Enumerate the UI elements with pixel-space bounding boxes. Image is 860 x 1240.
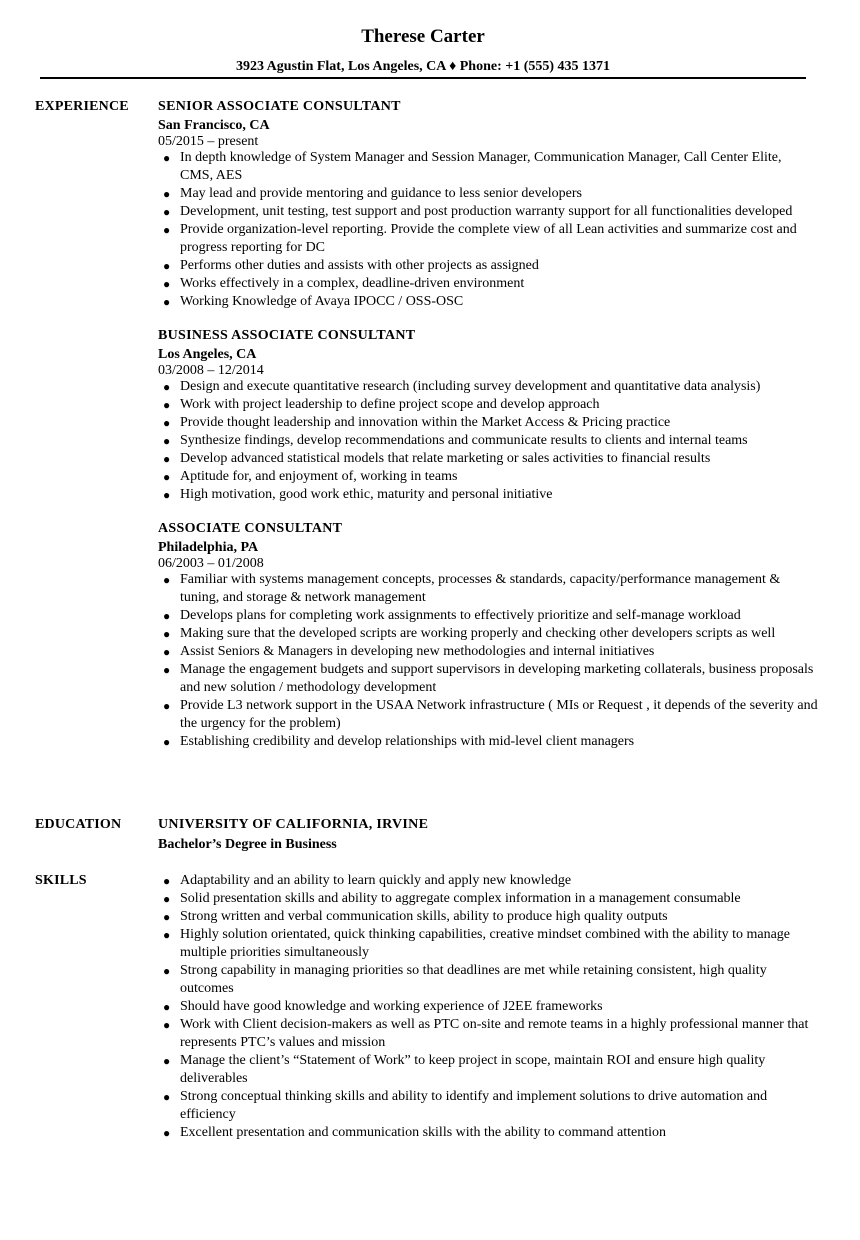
bullet-text: Manage the engagement budgets and support supervisors in developing marketing collaterals, business proposals and new solution / methodology development [180, 662, 814, 695]
bullet-icon: ● [163, 645, 171, 659]
bullet-icon: ● [163, 910, 171, 924]
job-dates: 03/2008 – 12/2014 [158, 363, 264, 378]
bullet-text: In depth knowledge of System Manager and Session Manager, Communication Manager, Call Center Elite, CMS, AES [180, 150, 782, 183]
bullet-icon: ● [163, 398, 171, 412]
skill-text: Manage the client’s “Statement of Work” to keep project in scope, maintain ROI and ensure high quality deliverables [180, 1053, 766, 1086]
job-location: Philadelphia, PA [158, 540, 259, 555]
list-item [158, 607, 818, 625]
job-entry [158, 327, 818, 504]
education-section-label: EDUCATION [35, 817, 122, 832]
job-bullets [158, 378, 818, 504]
bullet-icon: ● [163, 735, 171, 749]
skill-text: Excellent presentation and communication skills with the ability to command attention [180, 1125, 667, 1140]
list-item [158, 998, 818, 1016]
list-item [158, 396, 818, 414]
list-item [158, 571, 818, 607]
bullet-text: Assist Seniors & Managers in developing new methodologies and internal initiatives [180, 644, 655, 659]
skill-text: Should have good knowledge and working experience of J2EE frameworks [180, 999, 603, 1014]
header-divider [40, 77, 806, 79]
bullet-icon: ● [163, 380, 171, 394]
bullet-icon: ● [163, 416, 171, 430]
bullet-icon: ● [163, 609, 171, 623]
list-item [158, 378, 818, 396]
skills-section [158, 872, 818, 1142]
list-item [158, 1016, 818, 1052]
bullet-icon: ● [163, 223, 171, 237]
list-item [158, 643, 818, 661]
education-section [158, 816, 818, 854]
bullet-icon: ● [163, 627, 171, 641]
job-entry [158, 98, 818, 311]
bullet-text: May lead and provide mentoring and guidance to less senior developers [180, 186, 582, 201]
list-item [158, 661, 818, 697]
list-item [158, 872, 818, 890]
bullet-icon: ● [163, 1090, 171, 1104]
education-school: UNIVERSITY OF CALIFORNIA, IRVINE [158, 817, 429, 832]
bullet-text: Establishing credibility and develop relationships with mid-level client managers [180, 734, 635, 749]
bullet-icon: ● [163, 874, 171, 888]
skill-text: Strong capability in managing priorities so that deadlines are met while retaining consistent, high quality outcomes [180, 963, 767, 996]
bullet-icon: ● [163, 663, 171, 677]
bullet-icon: ● [163, 151, 171, 165]
list-item [158, 625, 818, 643]
list-item [158, 149, 818, 185]
bullet-icon: ● [163, 964, 171, 978]
skill-text: Highly solution orientated, quick thinking capabilities, creative mindset combined with the ability to manage multiple priorities simultaneously [180, 927, 791, 960]
bullet-icon: ● [163, 928, 171, 942]
list-item [158, 962, 818, 998]
bullet-icon: ● [163, 1018, 171, 1032]
list-item [158, 890, 818, 908]
education-degree: Bachelor’s Degree in Business [158, 837, 337, 852]
list-item [158, 221, 818, 257]
bullet-text: Develop advanced statistical models that relate marketing or sales activities to financial results [180, 451, 711, 466]
skills-list [158, 872, 818, 1142]
bullet-text: Develops plans for completing work assignments to effectively prioritize and self-manage workload [180, 608, 741, 623]
bullet-icon: ● [163, 452, 171, 466]
bullet-icon: ● [163, 699, 171, 713]
list-item [158, 293, 818, 311]
bullet-icon: ● [163, 470, 171, 484]
job-location: Los Angeles, CA [158, 347, 257, 362]
bullet-icon: ● [163, 892, 171, 906]
list-item [158, 414, 818, 432]
list-item [158, 203, 818, 221]
skill-text: Adaptability and an ability to learn quickly and apply new knowledge [180, 873, 572, 888]
bullet-text: Works effectively in a complex, deadline-driven environment [180, 276, 525, 291]
bullet-text: Aptitude for, and enjoyment of, working in teams [180, 469, 458, 484]
list-item [158, 908, 818, 926]
bullet-text: Provide organization-level reporting. Provide the complete view of all Lean activities and summarize cost and progress reporting for DC [180, 222, 797, 255]
job-dates: 06/2003 – 01/2008 [158, 556, 264, 571]
bullet-text: Familiar with systems management concepts, processes & standards, capacity/performance management & tuning, and storage & network management [180, 572, 781, 605]
bullet-text: High motivation, good work ethic, maturity and personal initiative [180, 487, 553, 502]
bullet-icon: ● [163, 187, 171, 201]
job-bullets [158, 149, 818, 311]
bullet-icon: ● [163, 434, 171, 448]
bullet-icon: ● [163, 488, 171, 502]
list-item [158, 185, 818, 203]
experience-section [158, 98, 818, 767]
list-item [158, 1088, 818, 1124]
list-item [158, 733, 818, 751]
skills-section-label: SKILLS [35, 873, 87, 888]
bullet-icon: ● [163, 1054, 171, 1068]
job-location: San Francisco, CA [158, 118, 270, 133]
job-title: SENIOR ASSOCIATE CONSULTANT [158, 99, 401, 114]
bullet-text: Making sure that the developed scripts are working properly and checking other developers scripts as well [180, 626, 776, 641]
list-item [158, 697, 818, 733]
bullet-icon: ● [163, 277, 171, 291]
skill-text: Strong written and verbal communication skills, ability to produce high quality outputs [180, 909, 668, 924]
list-item [158, 1052, 818, 1088]
list-item [158, 450, 818, 468]
bullet-text: Development, unit testing, test support and post production warranty support for all functionalities developed [180, 204, 793, 219]
bullet-icon: ● [163, 295, 171, 309]
bullet-text: Work with project leadership to define project scope and develop approach [180, 397, 600, 412]
list-item [158, 275, 818, 293]
contact-line: 3923 Agustin Flat, Los Angeles, CA ♦ Phone: +1 (555) 435 1371 [235, 59, 611, 74]
list-item [158, 1124, 818, 1142]
bullet-text: Provide L3 network support in the USAA Network infrastructure ( MIs or Request , it depends of the severity and the urgency for the problem) [180, 698, 818, 731]
bullet-icon: ● [163, 205, 171, 219]
bullet-text: Provide thought leadership and innovation within the Market Access & Pricing practice [180, 415, 671, 430]
bullet-text: Working Knowledge of Avaya IPOCC / OSS-OSC [180, 294, 464, 309]
skill-text: Strong conceptual thinking skills and ability to identify and implement solutions to drive automation and efficiency [180, 1089, 768, 1122]
skill-text: Solid presentation skills and ability to aggregate complex information in a management consumable [180, 891, 741, 906]
bullet-text: Performs other duties and assists with other projects as assigned [180, 258, 539, 273]
list-item [158, 486, 818, 504]
bullet-icon: ● [163, 259, 171, 273]
experience-section-label: EXPERIENCE [35, 99, 129, 114]
list-item [158, 257, 818, 275]
list-item [158, 468, 818, 486]
job-dates: 05/2015 – present [158, 134, 259, 149]
bullet-text: Synthesize findings, develop recommendations and communicate results to clients and internal teams [180, 433, 748, 448]
bullet-icon: ● [163, 573, 171, 587]
job-title: ASSOCIATE CONSULTANT [158, 521, 343, 536]
job-bullets [158, 571, 818, 751]
bullet-text: Design and execute quantitative research (including survey development and quantitative data analysis) [180, 379, 761, 394]
list-item [158, 432, 818, 450]
bullet-icon: ● [163, 1126, 171, 1140]
skill-text: Work with Client decision-makers as well as PTC on-site and remote teams in a highly professional manner that represents PTC’s values and mission [180, 1017, 809, 1050]
list-item [158, 926, 818, 962]
bullet-icon: ● [163, 1000, 171, 1014]
job-entry [158, 520, 818, 751]
job-title: BUSINESS ASSOCIATE CONSULTANT [158, 328, 416, 343]
candidate-name: Therese Carter [361, 26, 485, 47]
